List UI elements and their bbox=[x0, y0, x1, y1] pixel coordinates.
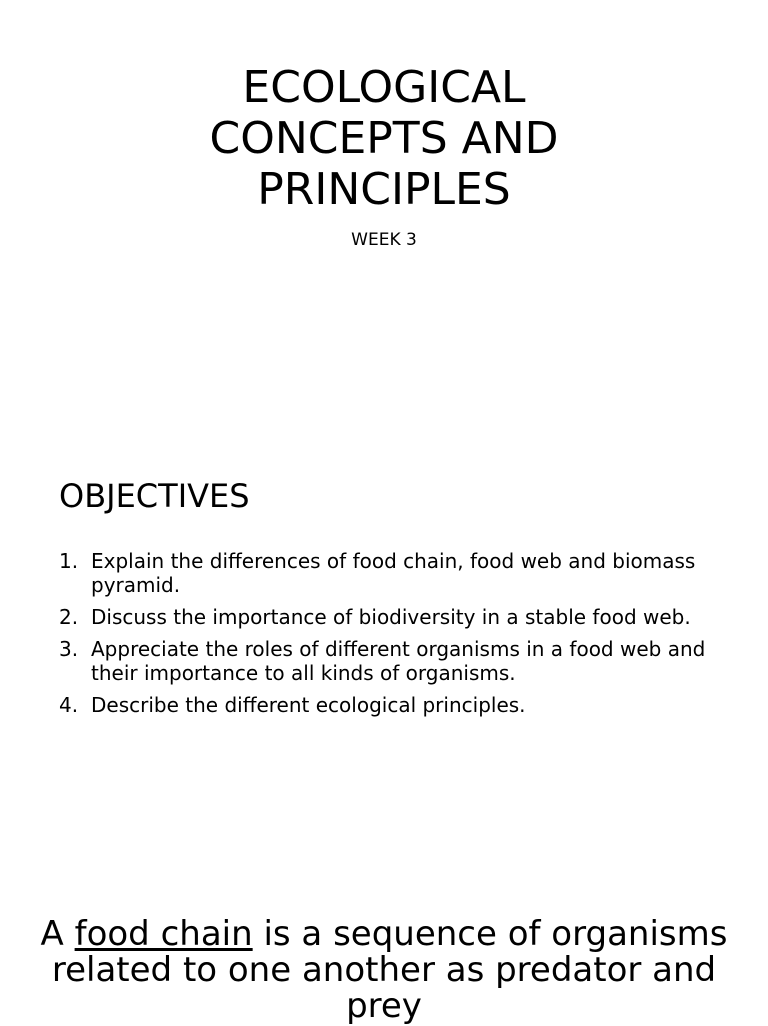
slide-subtitle: WEEK 3 bbox=[351, 230, 417, 250]
objective-number: 3. bbox=[59, 637, 79, 661]
objective-item bbox=[59, 693, 719, 717]
objective-item bbox=[59, 605, 719, 629]
objectives-slide bbox=[0, 460, 768, 780]
objectives-heading: OBJECTIVES bbox=[59, 477, 250, 515]
slide-title bbox=[0, 62, 768, 215]
objective-text: Discuss the importance of biodiversity in a stable food web. bbox=[91, 605, 691, 629]
title-line: ECOLOGICAL bbox=[242, 62, 526, 113]
objective-text: Explain the differences of food chain, food web and biomass pyramid. bbox=[91, 549, 696, 597]
title-slide bbox=[0, 0, 768, 340]
objective-number: 2. bbox=[59, 605, 79, 629]
title-line: PRINCIPLES bbox=[257, 164, 511, 215]
title-line: CONCEPTS AND bbox=[209, 113, 559, 164]
definition-text bbox=[40, 916, 728, 1024]
definition-suffix: is a sequence of organisms related to one another as predator and prey bbox=[51, 914, 728, 1026]
definition-prefix: A bbox=[40, 914, 75, 954]
objectives-list bbox=[59, 549, 719, 725]
objective-text: Describe the different ecological principles. bbox=[91, 693, 526, 717]
objective-number: 4. bbox=[59, 693, 79, 717]
definition-term: food chain bbox=[74, 914, 253, 954]
objective-item bbox=[59, 637, 719, 685]
objective-text: Appreciate the roles of different organisms in a food web and their importance to all kinds of organisms. bbox=[91, 637, 706, 685]
objective-item bbox=[59, 549, 719, 597]
definition-slide bbox=[0, 900, 768, 1024]
objective-number: 1. bbox=[59, 549, 79, 573]
